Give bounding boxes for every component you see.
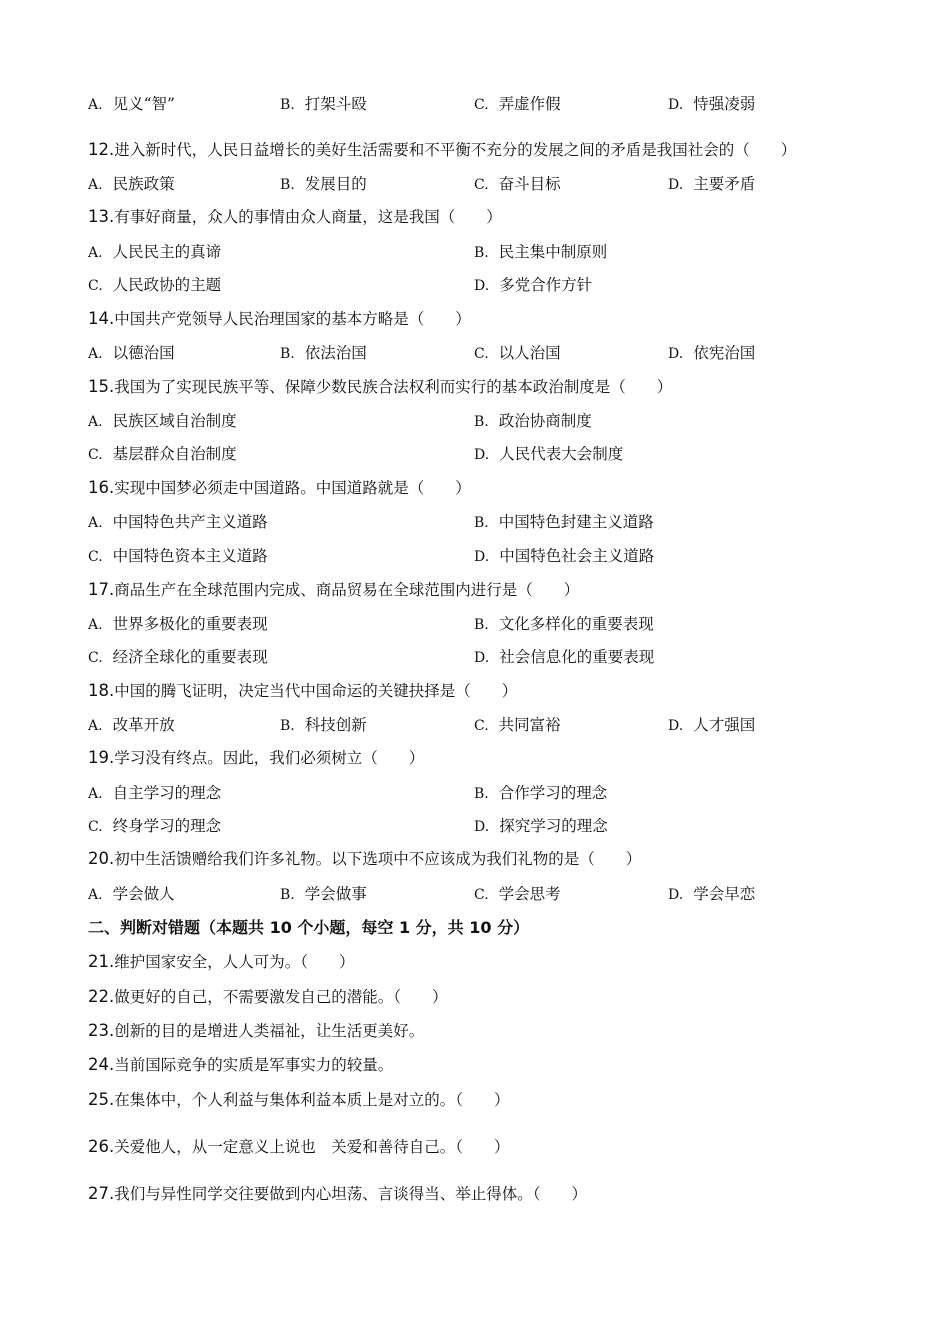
q18-option-a: A. 改革开放 [88, 716, 175, 734]
q20-option-b: B. 学会做事 [280, 885, 367, 903]
q20-option-c: C. 学会思考 [474, 885, 561, 903]
q19-option-c: C. 终身学习的理念 [88, 817, 222, 835]
q14-option-a: A. 以德治国 [88, 344, 175, 362]
q15-option-c: C. 基层群众自治制度 [88, 445, 237, 463]
q16-option-d: D. 中国特色社会主义道路 [474, 547, 655, 565]
question-13: 13.有事好商量，众人的事情由众人商量，这是我国（ ） [88, 207, 502, 226]
q12-option-b: B. 发展目的 [280, 175, 367, 193]
q15-option-b: B. 政治协商制度 [474, 412, 592, 430]
q12-option-d: D. 主要矛盾 [668, 175, 756, 193]
q20-option-a: A. 学会做人 [88, 885, 175, 903]
question-12: 12.进入新时代，人民日益增长的美好生活需要和不平衡不充分的发展之间的矛盾是我国社会的（ ） [88, 140, 797, 159]
q13-option-a: A. 人民民主的真谛 [88, 243, 222, 261]
q13-option-c: C. 人民政协的主题 [88, 276, 222, 294]
q18-option-c: C. 共同富裕 [474, 716, 561, 734]
q18-option-b: B. 科技创新 [280, 716, 367, 734]
q19-option-b: B. 合作学习的理念 [474, 784, 608, 802]
q15-option-a: A. 民族区域自治制度 [88, 412, 237, 430]
question-23: 23.创新的目的是增进人类福祉，让生活更美好。 [88, 1021, 425, 1040]
question-15: 15.我国为了实现民族平等、保障少数民族合法权利而实行的基本政治制度是（ ） [88, 377, 673, 396]
q11-option-b: B. 打架斗殴 [280, 95, 367, 113]
q20-option-d: D. 学会早恋 [668, 885, 756, 903]
question-16: 16.实现中国梦必须走中国道路。中国道路就是（ ） [88, 478, 471, 497]
q11-option-c: C. 弄虚作假 [474, 95, 561, 113]
q16-option-c: C. 中国特色资本主义道路 [88, 547, 268, 565]
q18-option-d: D. 人才强国 [668, 716, 756, 734]
question-20: 20.初中生活馈赠给我们许多礼物。以下选项中不应该成为我们礼物的是（ ） [88, 849, 642, 868]
q16-option-a: A. 中国特色共产主义道路 [88, 513, 268, 531]
q13-option-d: D. 多党合作方针 [474, 276, 593, 294]
section-2-title: 二、判断对错题（本题共 10 个小题，每空 1 分，共 10 分） [88, 918, 530, 937]
question-27: 27.我们与异性同学交往要做到内心坦荡、言谈得当、举止得体。（ ） [88, 1184, 588, 1203]
q11-option-a: A. 见义“智” [88, 95, 175, 113]
question-24: 24.当前国际竞争的实质是军事实力的较量。 [88, 1055, 394, 1074]
q17-option-c: C. 经济全球化的重要表现 [88, 648, 268, 666]
q19-option-a: A. 自主学习的理念 [88, 784, 222, 802]
question-22: 22.做更好的自己，不需要激发自己的潜能。（ ） [88, 987, 448, 1006]
question-19: 19.学习没有终点。因此，我们必须树立（ ） [88, 748, 425, 767]
q15-option-d: D. 人民代表大会制度 [474, 445, 624, 463]
question-26: 26.关爱他人，从一定意义上说也 关爱和善待自己。（ ） [88, 1137, 510, 1156]
q11-option-d: D. 恃强凌弱 [668, 95, 756, 113]
q13-option-b: B. 民主集中制原则 [474, 243, 608, 261]
q17-option-a: A. 世界多极化的重要表现 [88, 615, 268, 633]
q17-option-b: B. 文化多样化的重要表现 [474, 615, 654, 633]
q19-option-d: D. 探究学习的理念 [474, 817, 608, 835]
q12-option-a: A. 民族政策 [88, 175, 175, 193]
question-25: 25.在集体中，个人利益与集体利益本质上是对立的。（ ） [88, 1090, 510, 1109]
question-18: 18.中国的腾飞证明，决定当代中国命运的关键抉择是（ ） [88, 681, 518, 700]
question-21: 21.维护国家安全，人人可为。（ ） [88, 952, 355, 971]
question-17: 17.商品生产在全球范围内完成、商品贸易在全球范围内进行是（ ） [88, 580, 580, 599]
q16-option-b: B. 中国特色封建主义道路 [474, 513, 654, 531]
question-14: 14.中国共产党领导人民治理国家的基本方略是（ ） [88, 309, 471, 328]
q14-option-b: B. 依法治国 [280, 344, 367, 362]
q14-option-d: D. 依宪治国 [668, 344, 756, 362]
q17-option-d: D. 社会信息化的重要表现 [474, 648, 655, 666]
q14-option-c: C. 以人治国 [474, 344, 561, 362]
q12-option-c: C. 奋斗目标 [474, 175, 561, 193]
